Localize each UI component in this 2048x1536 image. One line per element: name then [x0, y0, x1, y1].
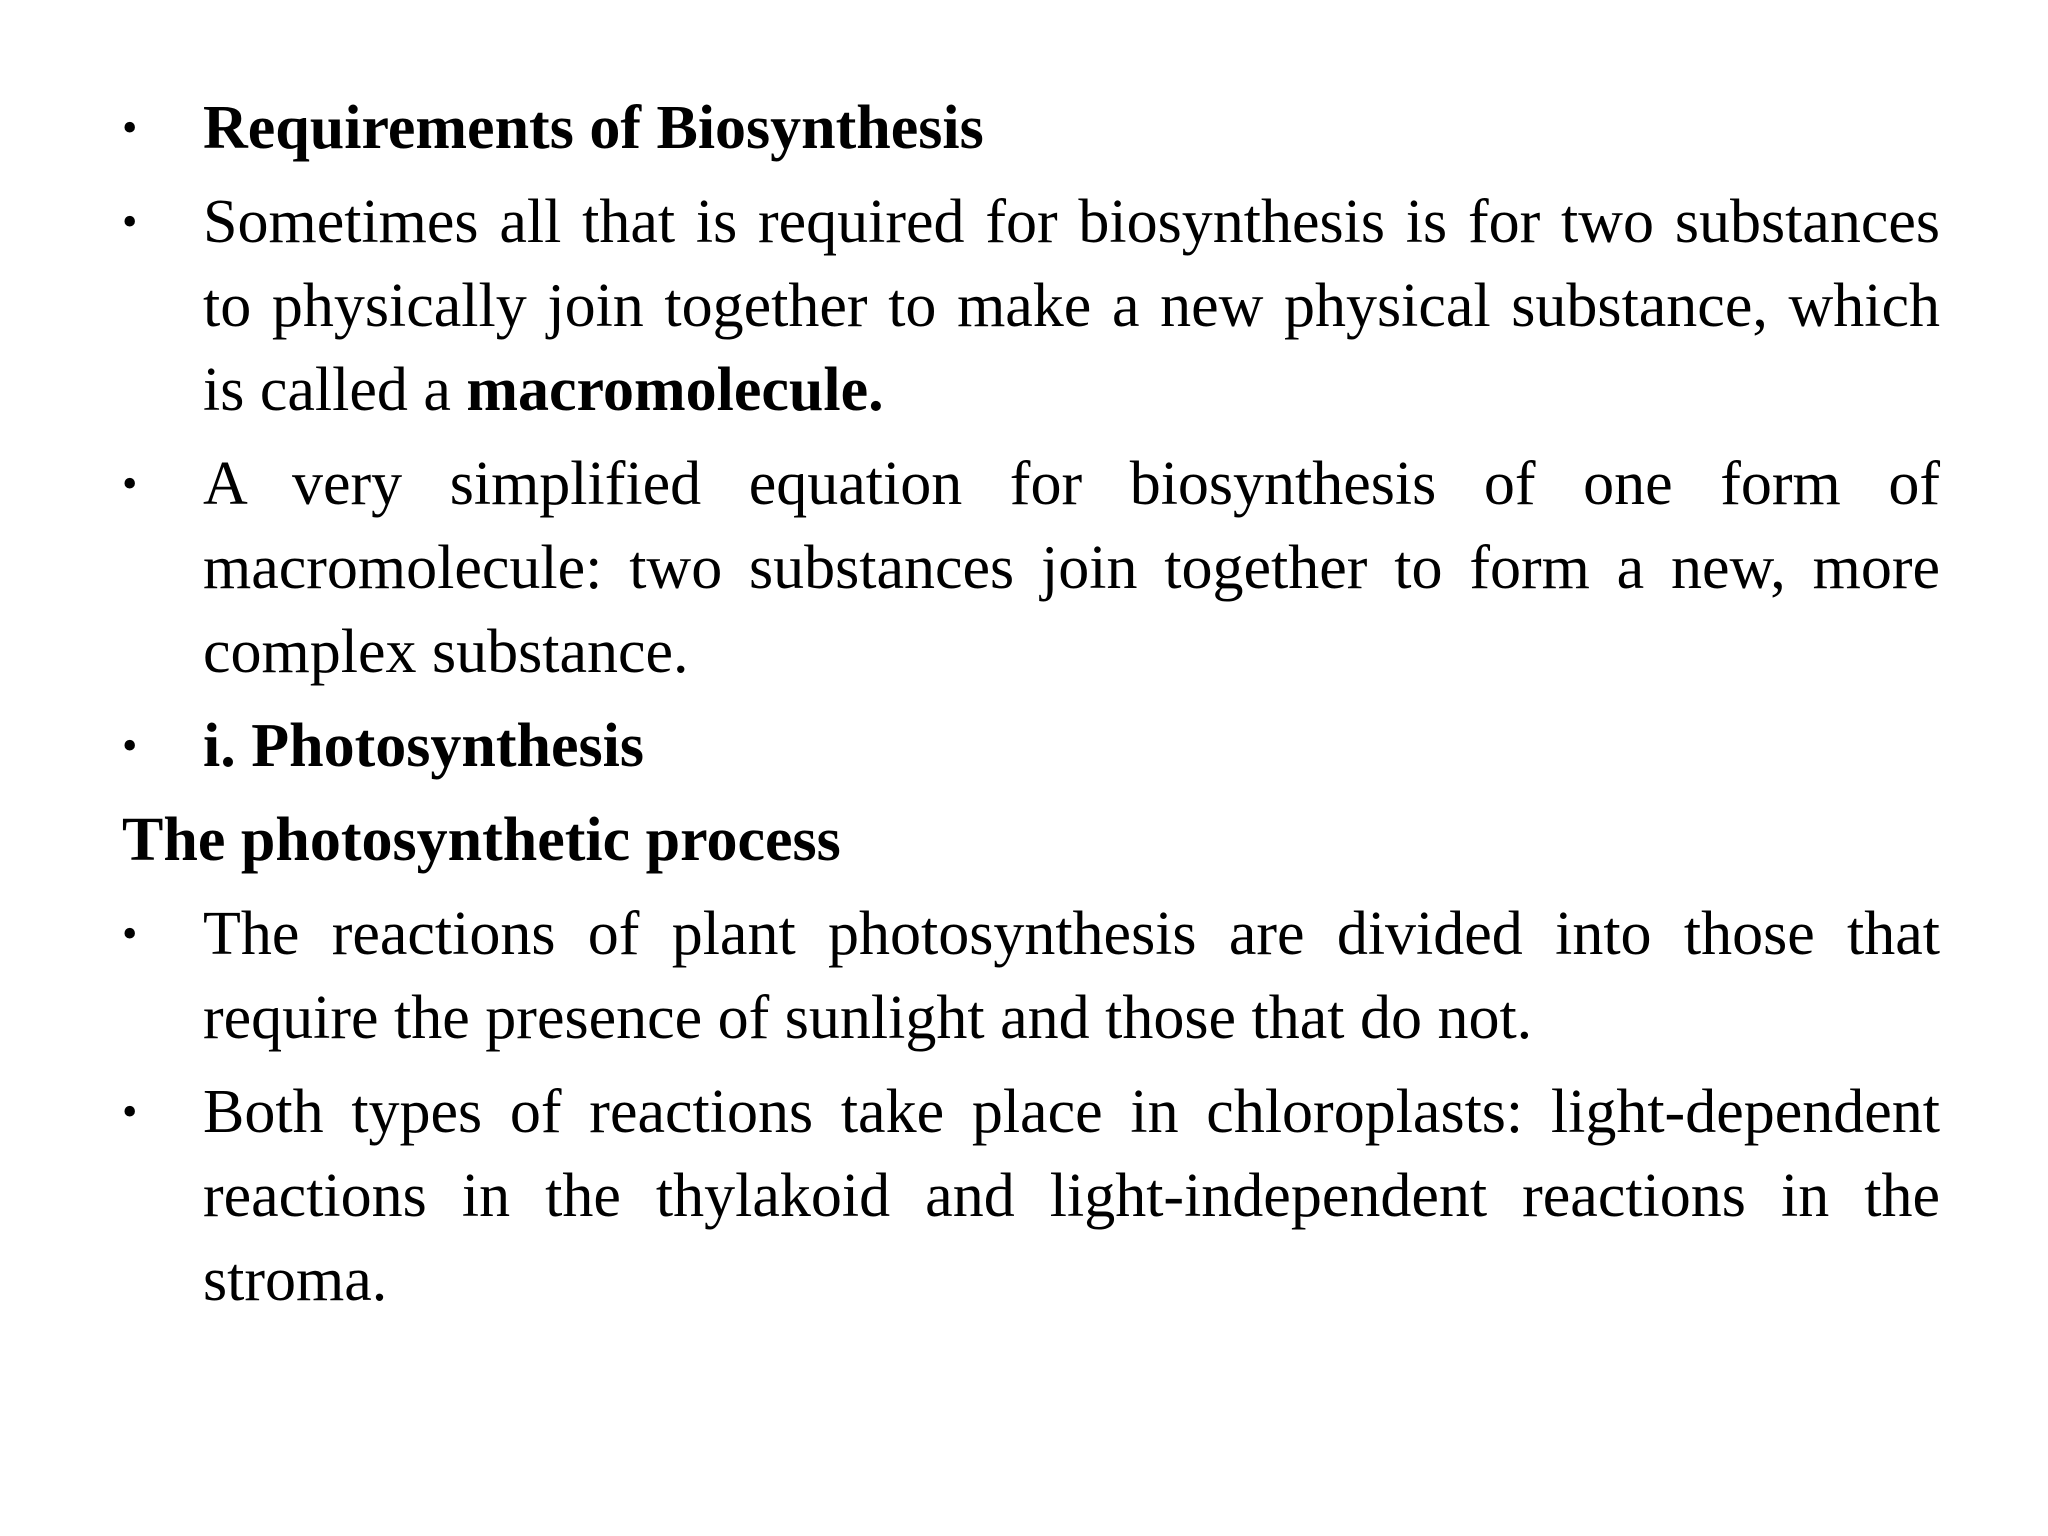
bullet-item-requirements-heading: [122, 86, 1940, 170]
bullet-icon: •: [122, 197, 138, 246]
bullet-icon: •: [122, 1087, 138, 1136]
bullet-item-simplified-equation: [122, 442, 1940, 694]
biosynthesis-requirement-text: Sometimes all that is required for biosynthesis is for two substances to physically join together to make a new physical substance, which is called a: [203, 188, 1940, 424]
photosynthesis-heading-text: i. Photosynthesis: [203, 712, 644, 780]
bullet-item-biosynthesis-requirement: [122, 180, 1940, 432]
macromolecule-term: macromolecule.: [466, 356, 884, 424]
bullet-item-photosynthesis-heading: [122, 704, 1940, 788]
bullet-item-chloroplast-reactions: [122, 1070, 1940, 1322]
reaction-division-text: The reactions of plant photosynthesis are divided into those that require the presence of sunlight and those that do not.: [203, 900, 1940, 1052]
simplified-equation-text: A very simplified equation for biosynthesis of one form of macromolecule: two substances join together to form a new, more complex substance.: [203, 450, 1940, 686]
bullet-item-reaction-division: [122, 892, 1940, 1060]
bullet-icon: •: [122, 459, 138, 508]
section-heading: The photosynthetic process: [122, 806, 841, 874]
chloroplast-reactions-text: Both types of reactions take place in chloroplasts: light-dependent reactions in the thylakoid and light-independent reactions in the stroma.: [203, 1078, 1940, 1314]
bullet-icon: •: [122, 103, 138, 152]
bullet-icon: •: [122, 909, 138, 958]
requirements-heading-text: Requirements of Biosynthesis: [203, 94, 984, 162]
slide-content: [122, 86, 1940, 1332]
bullet-icon: •: [122, 721, 138, 770]
